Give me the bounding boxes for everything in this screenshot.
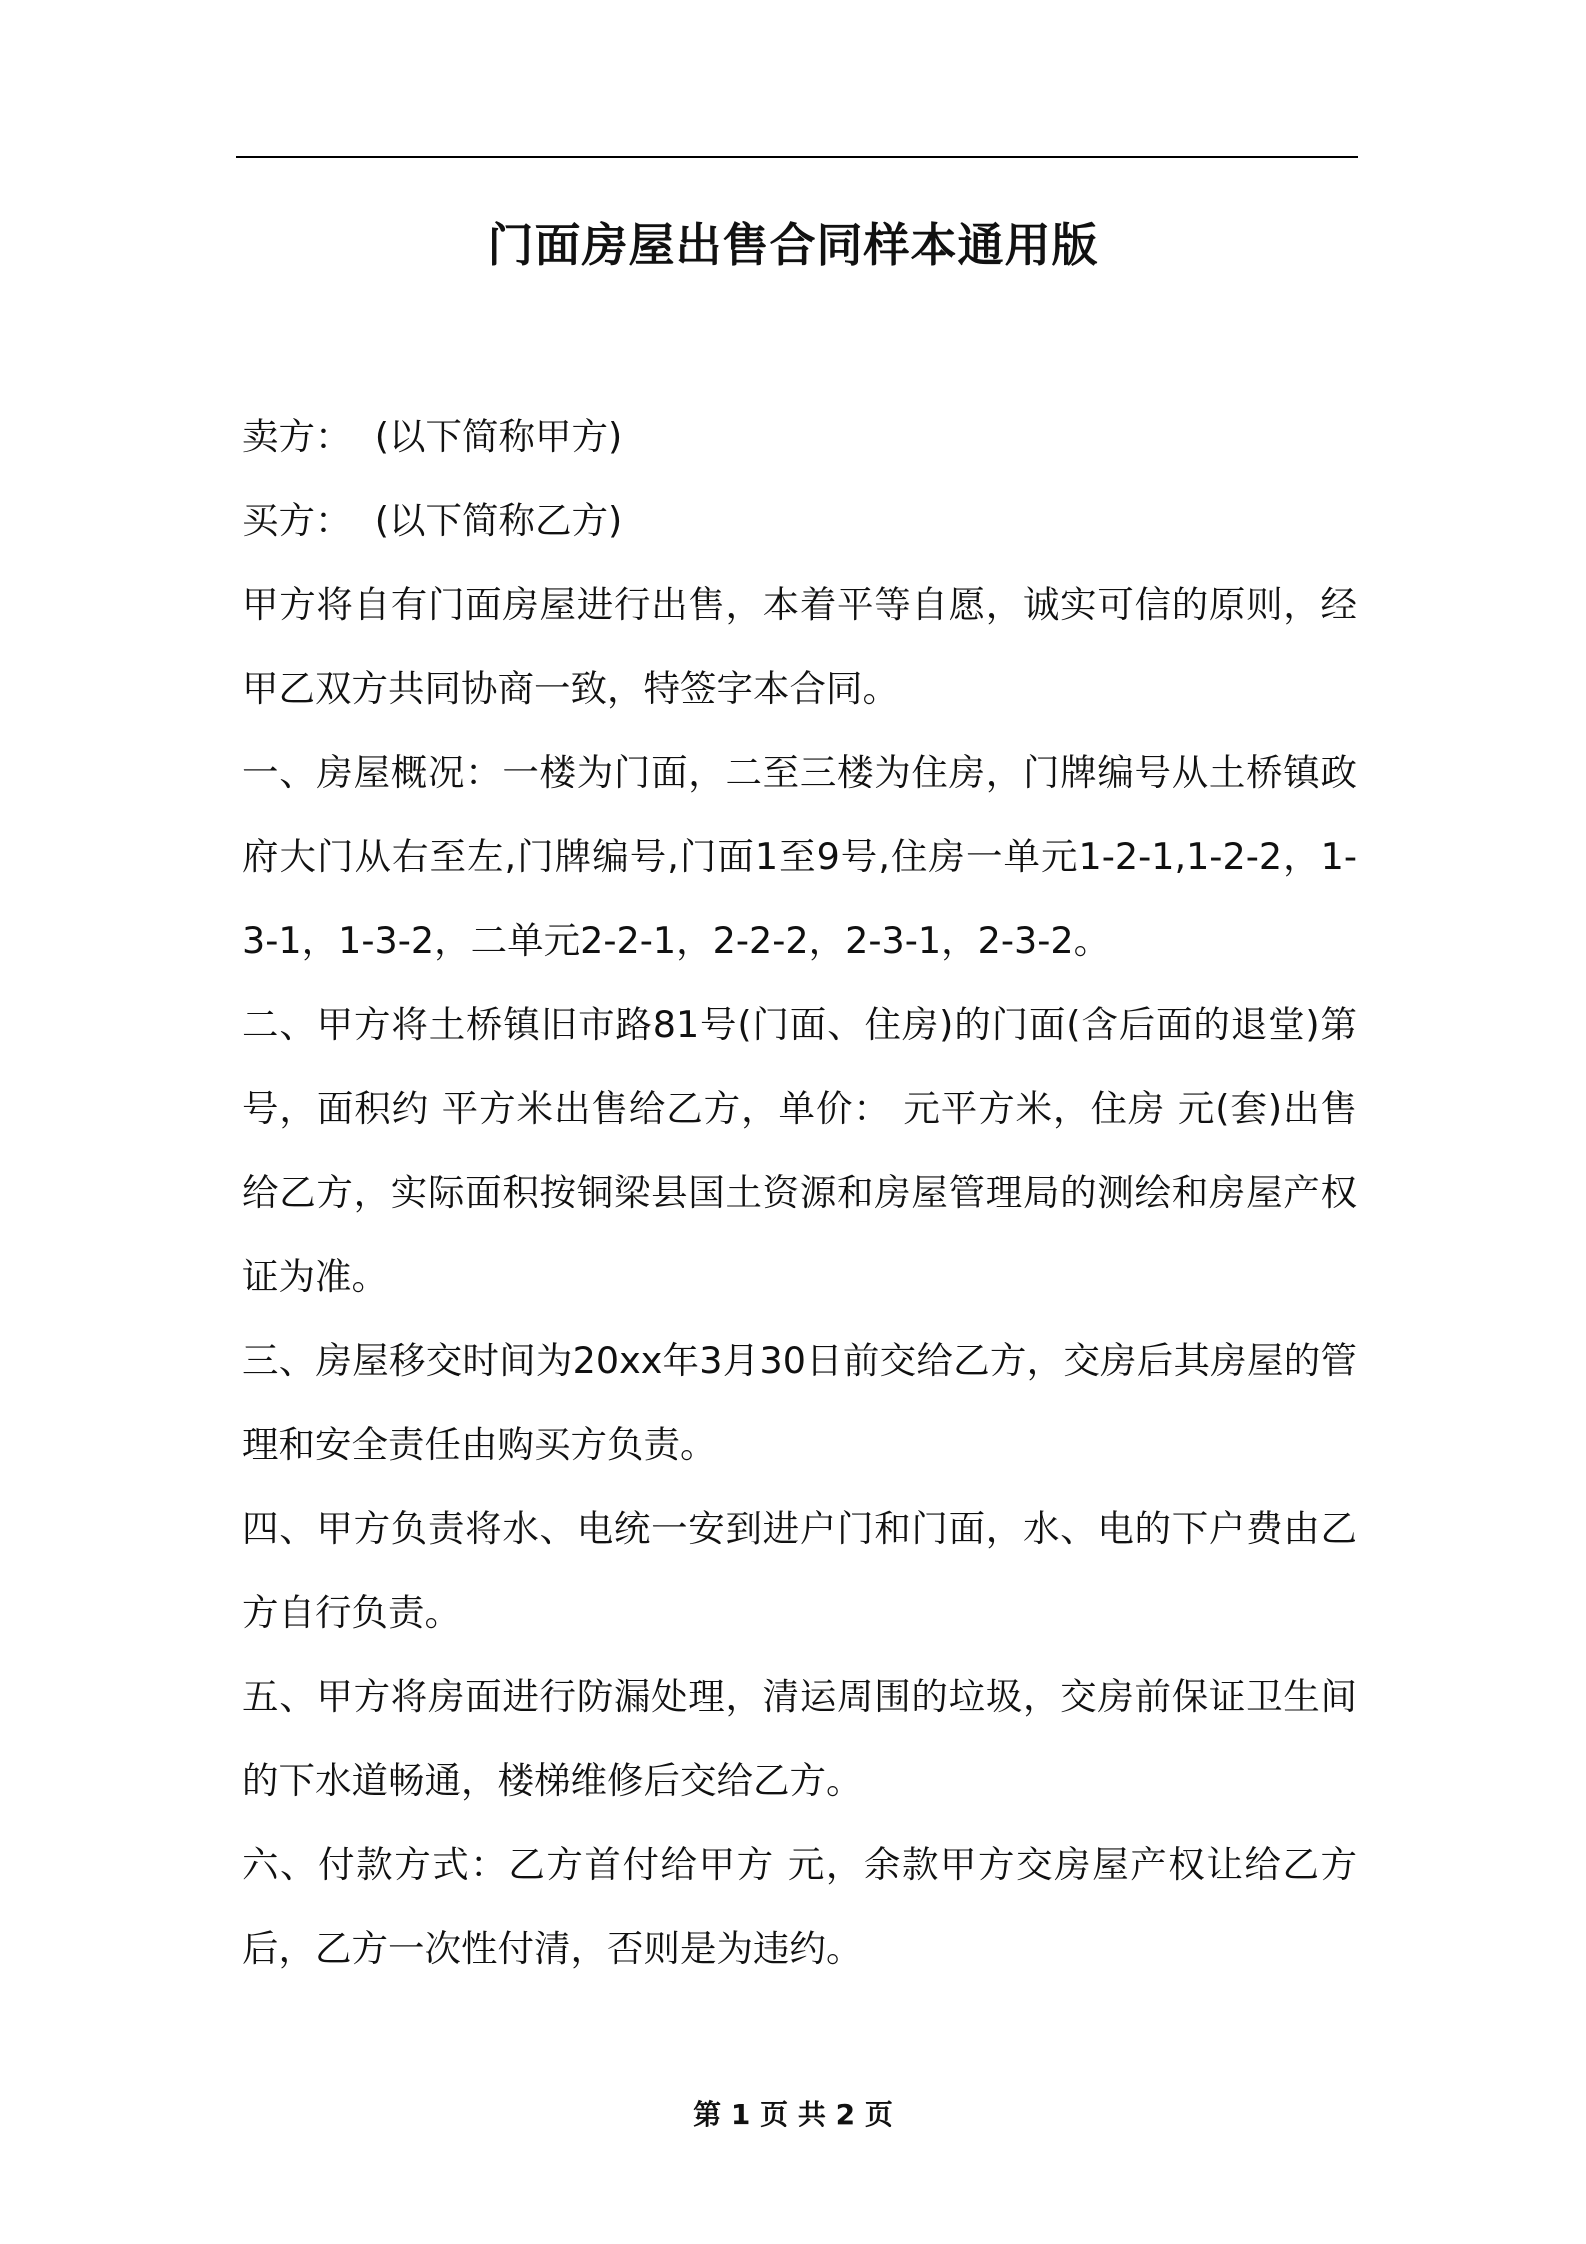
- paragraph-clause-2: 二、甲方将土桥镇旧市路81号(门面、住房)的门面(含后面的退堂)第 号，面积约 平方米出售给乙方，单价： 元平方米，住房 元(套)出售给乙方，实际面积按铜梁县国土资源和房屋管理局的测绘和房屋产权证为准。: [242, 1003, 1357, 1298]
- paragraph-clause-1: 一、房屋概况：一楼为门面，二至三楼为住房，门牌编号从土桥镇政府大门从右至左,门牌编号,门面1至9号,住房一单元1-2-1,1-2-2，1-3-1，1-3-2，二单元2-2-1，2-2-2，2-3-1，2-3-2。: [242, 751, 1357, 962]
- paragraph-clause-3: 三、房屋移交时间为20xx年3月30日前交给乙方，交房后其房屋的管理和安全责任由购买方负责。: [242, 1339, 1357, 1466]
- paragraph-seller: 卖方： (以下简称甲方): [242, 415, 623, 458]
- document-body: [242, 395, 1357, 1991]
- header-rule: [236, 156, 1358, 158]
- paragraph-clause-4: 四、甲方负责将水、电统一安到进户门和门面，水、电的下户费由乙方自行负责。: [242, 1507, 1357, 1634]
- paragraph-buyer: 买方： (以下简称乙方): [242, 499, 623, 542]
- document-title: 门面房屋出售合同样本通用版: [487, 218, 1099, 272]
- paragraph-clause-5: 五、甲方将房面进行防漏处理，清运周围的垃圾，交房前保证卫生间的下水道畅通，楼梯维修后交给乙方。: [242, 1675, 1357, 1802]
- paragraph-clause-6: 六、付款方式：乙方首付给甲方 元，余款甲方交房屋产权让给乙方后，乙方一次性付清，否则是为违约。: [242, 1843, 1357, 1970]
- page-footer: 第 1 页 共 2 页: [693, 2098, 893, 2131]
- paragraph-intro: 甲方将自有门面房屋进行出售，本着平等自愿，诚实可信的原则，经甲乙双方共同协商一致，特签字本合同。: [242, 583, 1357, 710]
